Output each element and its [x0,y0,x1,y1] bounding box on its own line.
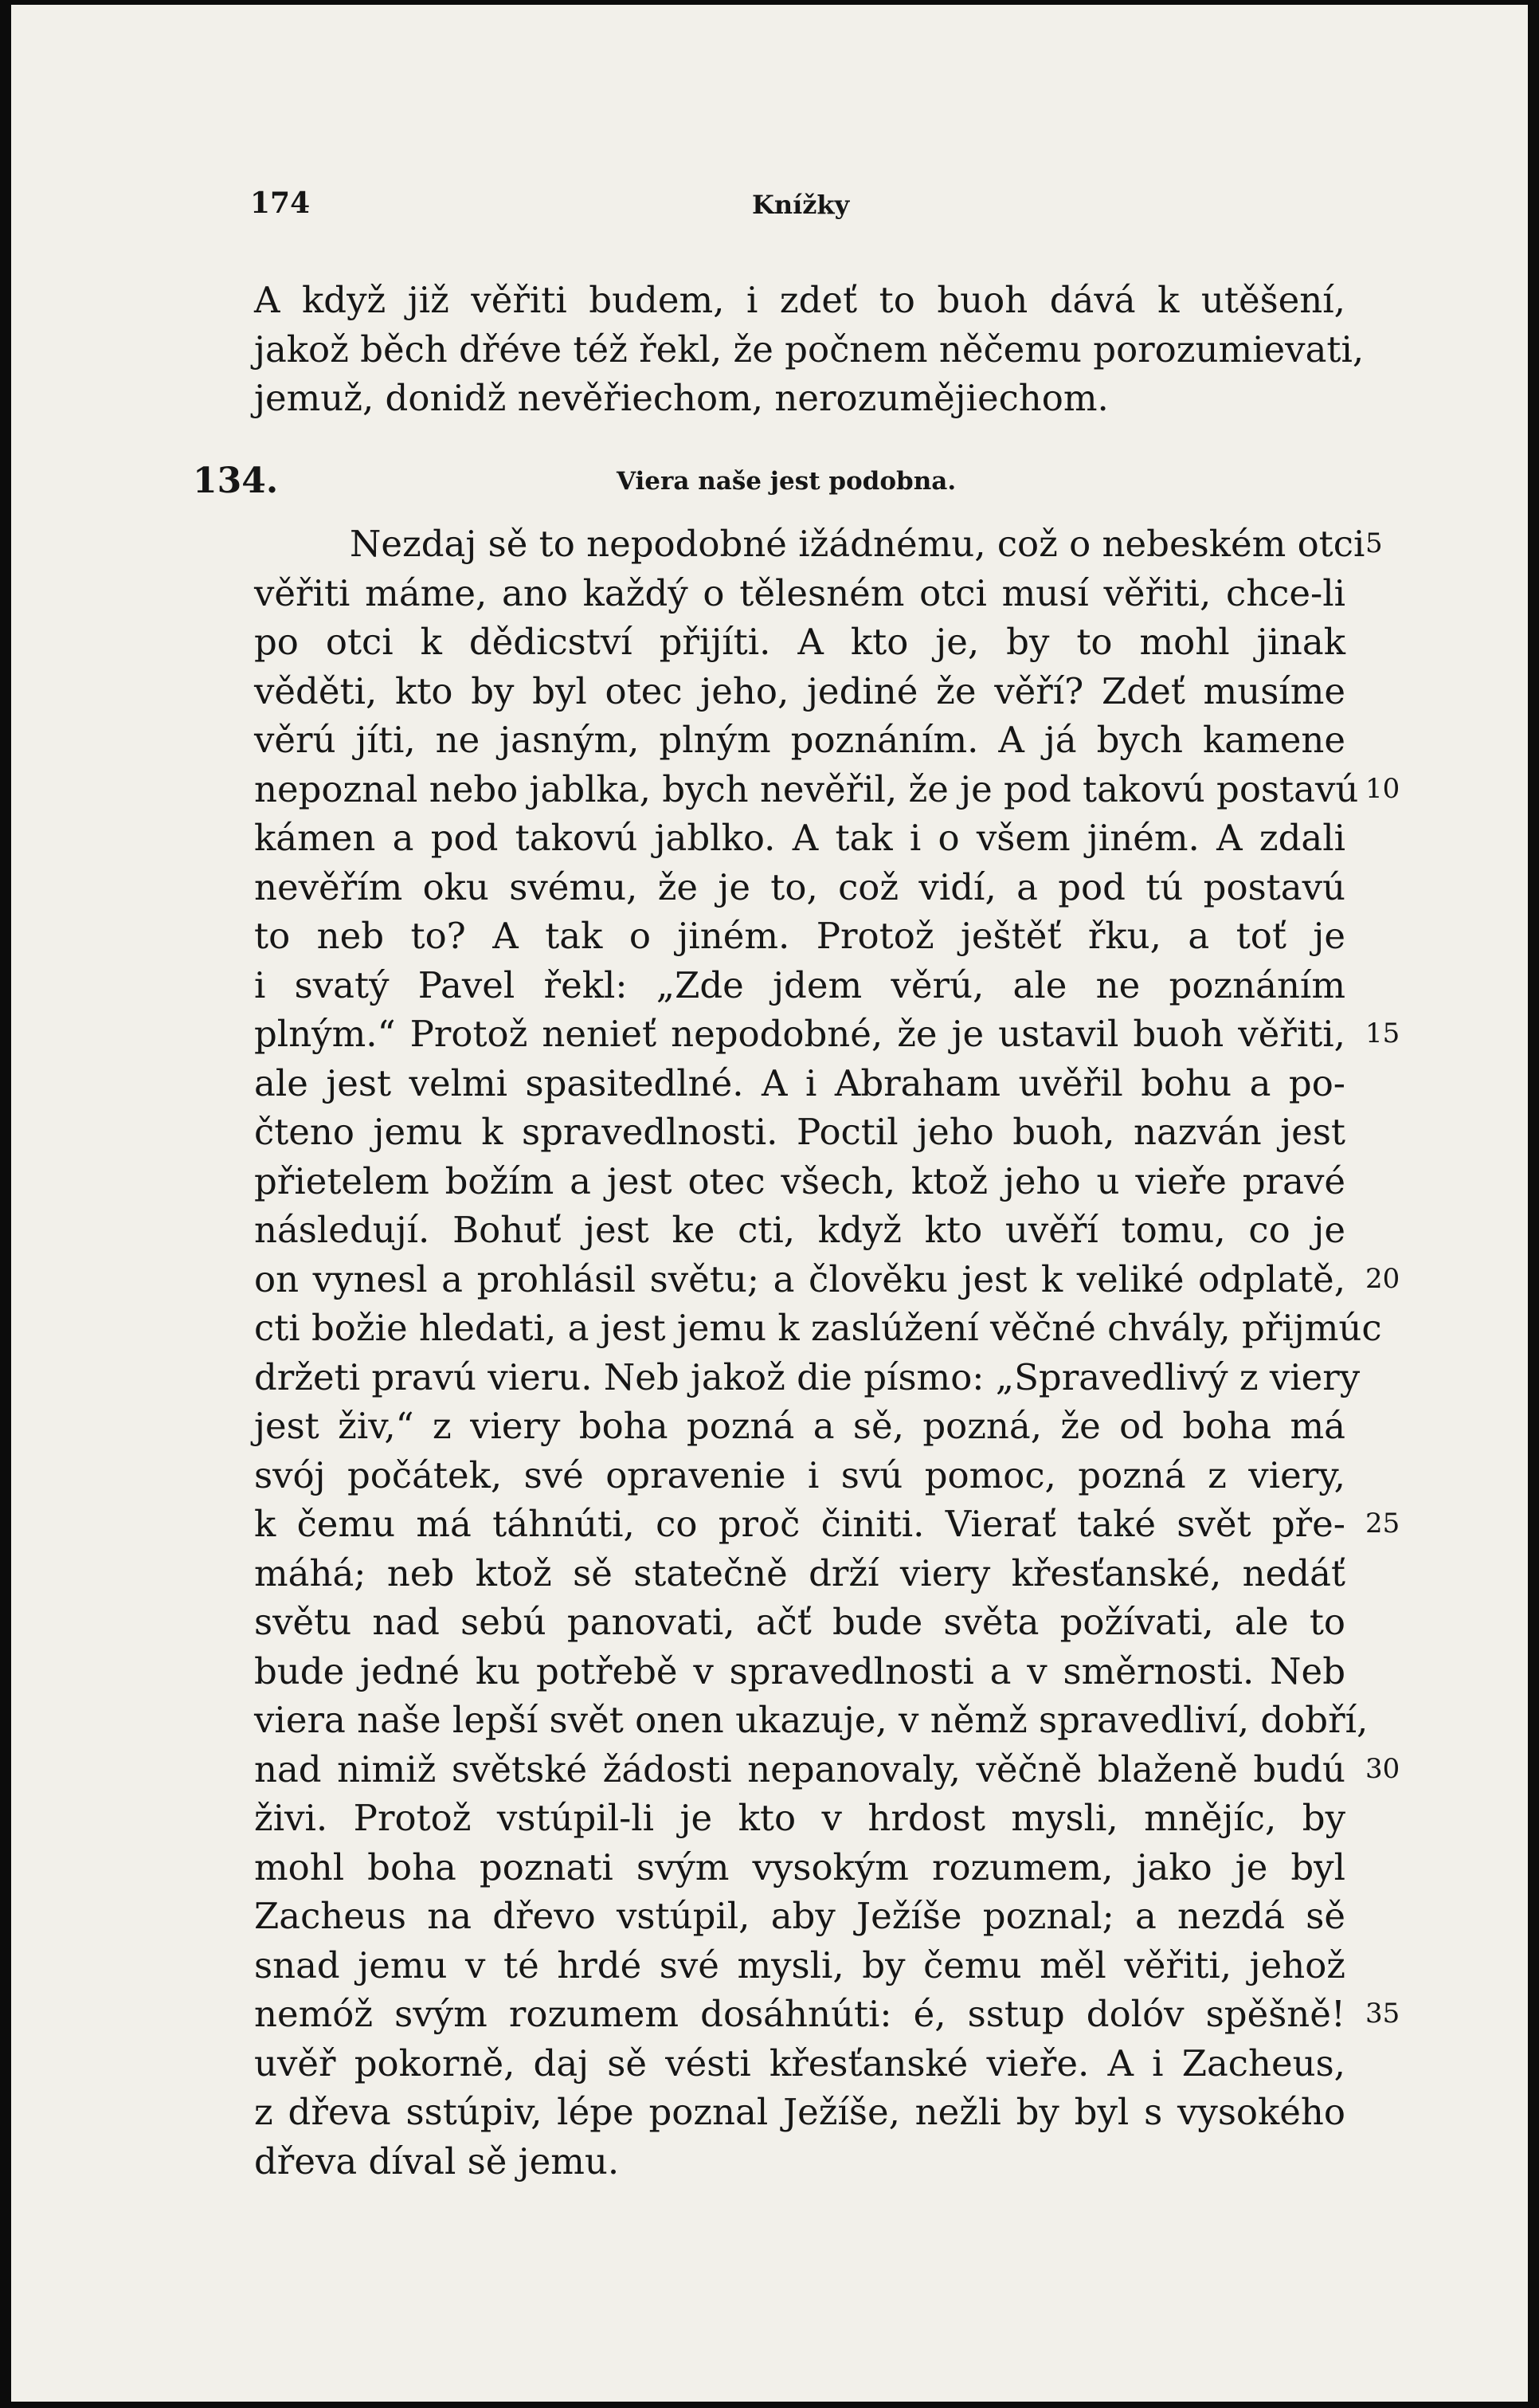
section-number: 134. [193,461,279,501]
text-line: ale jest velmi spasitedlné. A i Abraham uvěřil bohu a po- [254,1061,1345,1104]
running-head: Knížky [752,190,850,220]
line-number: 10 [1365,772,1400,805]
intro-paragraph [254,276,1365,423]
text-line: dřeva díval sě jemu. [254,2139,620,2182]
text-line: Zacheus na dřevo vstúpil, aby Ježíše poznal; a nezdá sě [254,1895,1345,1937]
text-line: k čemu má táhnúti, co proč činiti. Vierať také svět pře- [254,1503,1345,1545]
text-line: nad nimiž světské žádosti nepanovaly, věčně blaženě budú [254,1747,1345,1790]
line-number: 25 [1365,1508,1400,1539]
text-line: máhá; neb ktož sě statečně drží viery křesťanské, nedáť [254,1551,1345,1594]
text-line: mohl boha poznati svým vysokým rozumem, jako je byl [254,1845,1345,1888]
text-line: to neb to? A tak o jiném. Protož ještěť řku, a toť je [254,915,1345,957]
text-line: věřiti máme, ano každý o tělesném otci musí věřiti, chce-li [254,571,1345,614]
text-line: světu nad sebú panovati, ačť bude světa požívati, ale to [254,1601,1345,1643]
text-line: přietelem božím a jest otec všech, ktož jeho u vieře pravé [254,1159,1345,1202]
text-line: plným.“ Protož nenieť nepodobné, že je ustavil buoh věřiti, [254,1013,1345,1055]
text-line: jemuž, donidž nevěřiechom, nerozumějiechom. [254,377,1109,419]
text-line: nevěřím oku svému, že je to, což vidí, a pod tú postavú [254,865,1345,908]
text-line: z dřeva sstúpiv, lépe poznal Ježíše, nežli by byl s vysokého [254,2091,1345,2133]
line-number: 15 [1365,1018,1400,1049]
text-line: nepoznal nebo jablka, bych nevěřil, že je pod takovú postavú [254,767,1359,810]
text-line: bude jedné ku potřebě v spravedlnosti a v směrnosti. Neb [254,1649,1345,1692]
text-line: po otci k dědicství přijíti. A kto je, by to mohl jinak [254,621,1345,663]
line-number: 5 [1365,527,1383,559]
text-line: držeti pravú vieru. Neb jakož die písmo: „Spravedlivý z viery [254,1355,1361,1398]
text-line: uvěř pokorně, daj sě vésti křesťanské vieře. A i Zacheus, [254,2041,1345,2084]
text-line: následují. Bohuť jest ke cti, když kto uvěří tomu, co je [254,1209,1345,1251]
body-paragraph [254,520,1382,2186]
text-line: snad jemu v té hrdé své mysli, by čemu měl věřiti, jehož [254,1943,1345,1986]
line-number: 20 [1365,1262,1400,1295]
text-line: věděti, kto by byl otec jeho, jediné že věří? Zdeť musíme [254,669,1345,712]
section-heading [11,461,1528,508]
text-line: kámen a pod takovú jablko. A tak i o všem jiném. A zdali [254,817,1345,859]
text-line: on vynesl a prohlásil světu; a člověku jest k veliké odplatě, [254,1257,1345,1300]
text-line: A když již věřiti budem, i zdeť to buoh dává k utěšení, [254,279,1345,321]
text-line: živi. Protož vstúpil-li je kto v hrdost mysli, mnějíc, by [254,1797,1345,1839]
book-page [11,5,1528,2402]
text-line: cti božie hledati, a jest jemu k zaslúžení věčné chvály, přijmúc [254,1307,1382,1349]
text-line: Nezdaj sě to nepodobné ižádnému, což o nebeském otci [350,523,1365,565]
page-header [11,186,1528,226]
text-line: nemóž svým rozumem dosáhnúti: é, sstup dolóv spěšně! [254,1993,1345,2035]
line-number: 35 [1365,1998,1400,2030]
text-line: i svatý Pavel řekl: „Zde jdem věrú, ale ne poznáním [254,963,1345,1006]
section-title: Viera naše jest podobna. [617,467,957,496]
text-line: čteno jemu k spravedlnosti. Poctil jeho buoh, nazván jest [254,1111,1345,1153]
page-number: 174 [250,186,311,220]
text-line: viera naše lepší svět onen ukazuje, v němž spravedliví, dobří, [254,1699,1369,1741]
line-number: 30 [1365,1752,1400,1785]
text-line: svój počátek, své opravenie i svú pomoc, pozná z viery, [254,1453,1345,1496]
text-line: jakož běch dřéve též řekl, že počnem něčemu porozumievati, [254,327,1365,371]
text-line: jest živ,“ z viery boha pozná a sě, pozná, že od boha má [254,1405,1345,1447]
text-line: věrú jíti, ne jasným, plným poznáním. A já bych kamene [254,719,1345,761]
